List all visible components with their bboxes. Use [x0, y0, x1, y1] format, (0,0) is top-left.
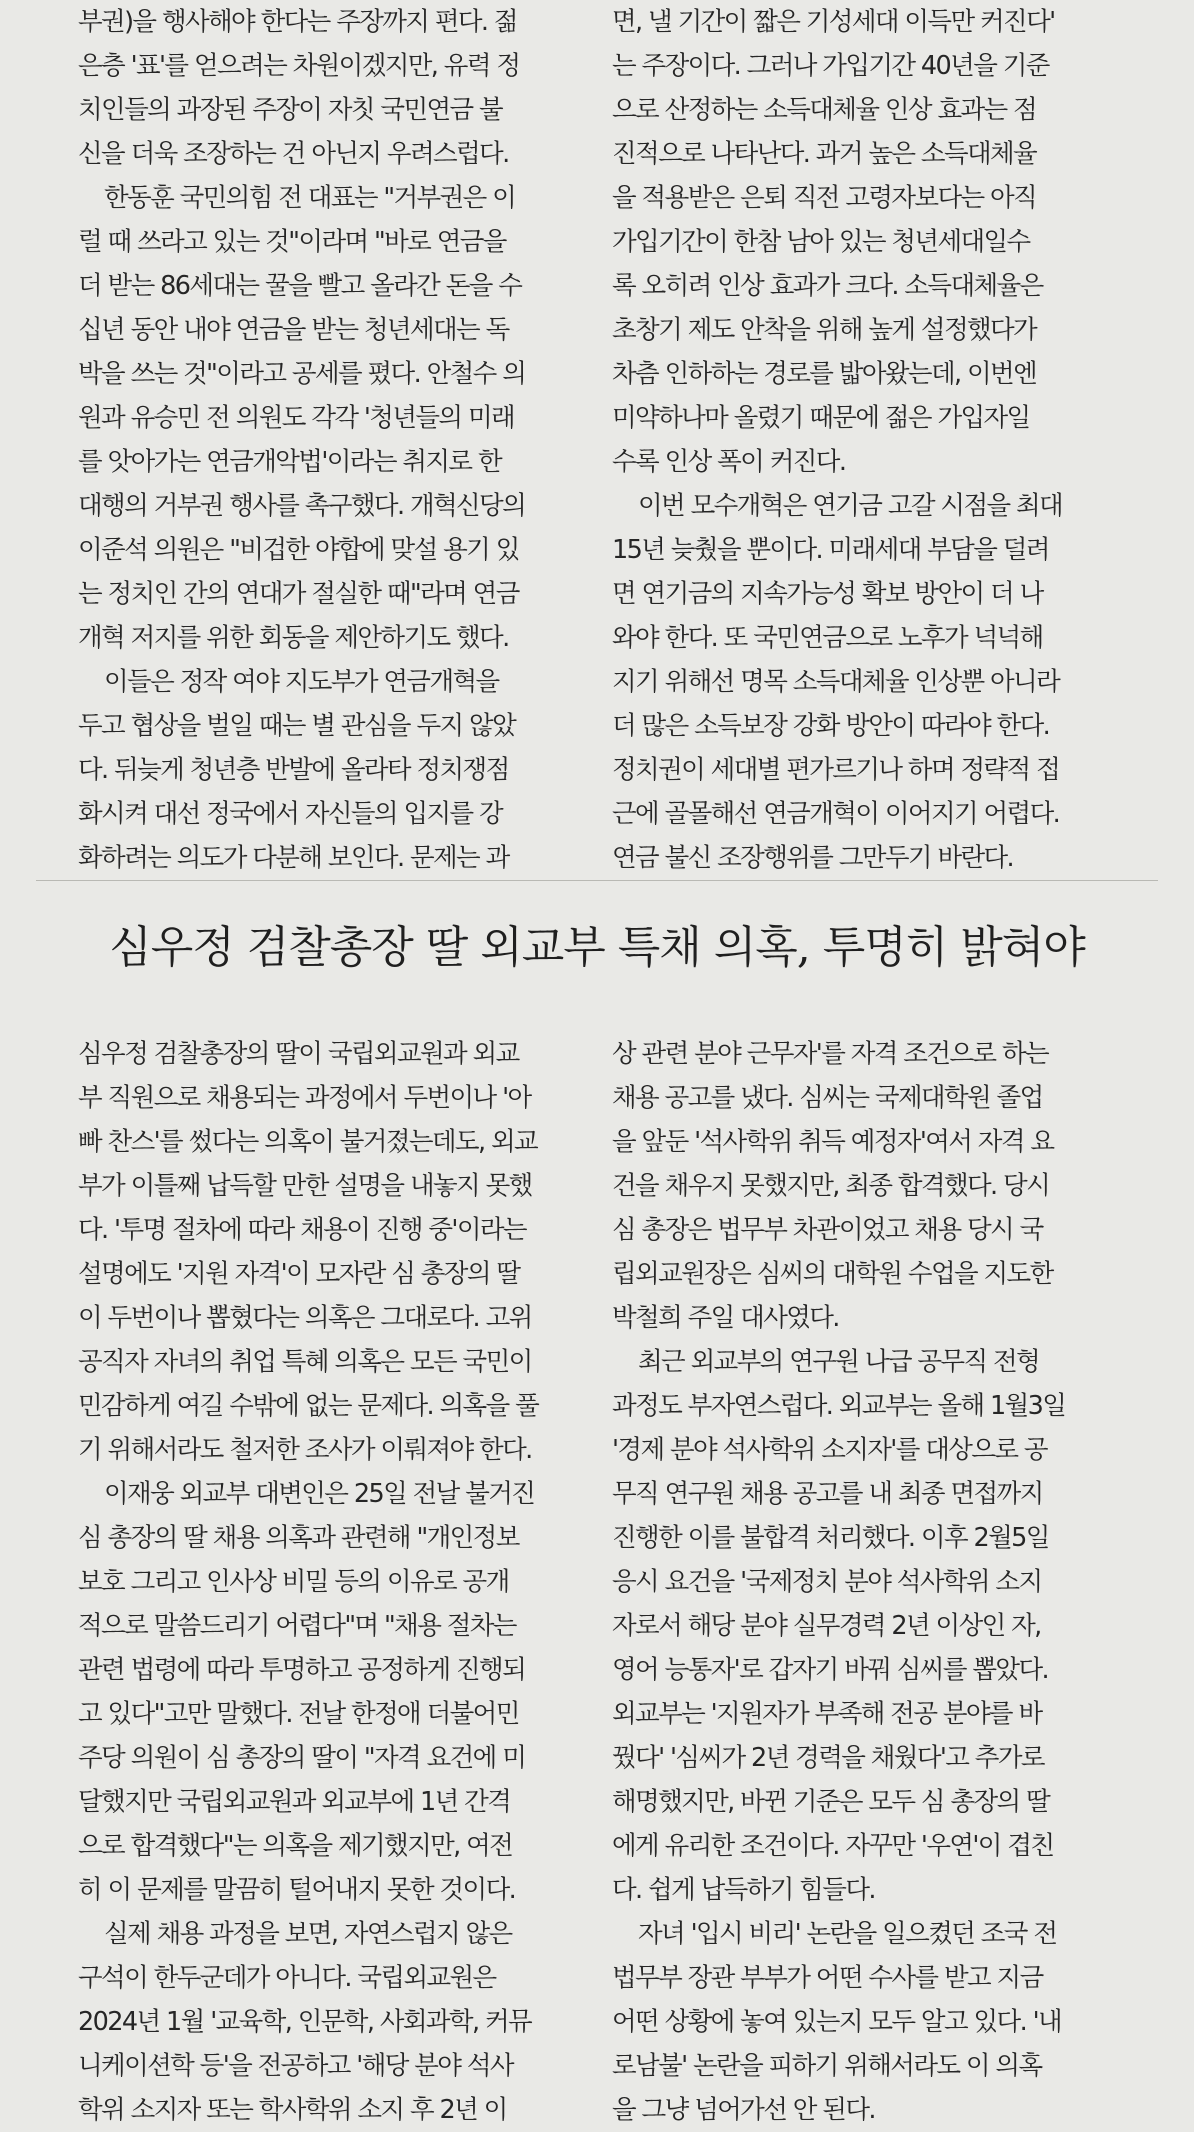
text-line: 으로 산정하는 소득대체율 인상 효과는 점	[612, 95, 1037, 125]
text-line: 진적으로 나타난다. 과거 높은 소득대체율	[612, 139, 1037, 169]
paragraph	[612, 484, 1062, 880]
text-line: 차츰 인하하는 경로를 밟아왔는데, 이번엔	[612, 359, 1037, 389]
text-line: 민감하게 여길 수밖에 없는 문제다. 의혹을 풀	[78, 1391, 539, 1421]
text-line: 럴 때 쓰라고 있는 것"이라며 "바로 연금을	[78, 227, 506, 257]
text-line: 면, 낼 기간이 짧은 기성세대 이득만 커진다'	[612, 7, 1055, 37]
paragraph	[78, 660, 525, 880]
text-line: 심 총장은 법무부 차관이었고 채용 당시 국	[612, 1215, 1043, 1245]
text-line: 2024년 1월 '교육학, 인문학, 사회과학, 커뮤	[78, 2007, 532, 2037]
top-article-right-column	[612, 0, 1062, 880]
text-line: 설명에도 '지원 자격'이 모자란 심 총장의 딸	[78, 1259, 520, 1289]
text-line: 두고 협상을 벌일 때는 별 관심을 두지 않았	[78, 711, 516, 741]
top-article-left-column	[78, 0, 525, 880]
text-line: 이준석 의원은 "비겁한 야합에 맞설 용기 있	[78, 535, 519, 565]
text-line: 구석이 한두군데가 아니다. 국립외교원은	[78, 1963, 496, 1993]
text-line: 히 이 문제를 말끔히 털어내지 못한 것이다.	[78, 1875, 516, 1905]
text-line: 신을 더욱 조장하는 건 아닌지 우려스럽다.	[78, 139, 509, 169]
text-line: 는 주장이다. 그러나 가입기간 40년을 기준	[612, 51, 1049, 81]
text-line: 개혁 저지를 위한 회동을 제안하기도 했다.	[78, 623, 509, 653]
text-line: 이들은 정작 여야 지도부가 연금개혁을	[104, 667, 499, 697]
paragraph	[78, 1472, 538, 1912]
text-line: 수록 인상 폭이 커진다.	[612, 447, 846, 477]
text-line: 에게 유리한 조건이다. 자꾸만 '우연'이 겹친	[612, 1831, 1054, 1861]
text-line: 더 받는 86세대는 꿀을 빨고 올라간 돈을 수	[78, 271, 522, 301]
text-line: 을 앞둔 '석사학위 취득 예정자'여서 자격 요	[612, 1127, 1054, 1157]
text-line: 영어 능통자'로 갑자기 바꿔 심씨를 뽑았다.	[612, 1655, 1049, 1685]
text-line: 가입기간이 한참 남아 있는 청년세대일수	[612, 227, 1030, 257]
text-line: 심우정 검찰총장의 딸이 국립외교원과 외교	[78, 1039, 519, 1069]
text-line: 적으로 말씀드리기 어렵다"며 "채용 절차는	[78, 1611, 516, 1641]
text-line: 이 두번이나 뽑혔다는 의혹은 그대로다. 고위	[78, 1303, 532, 1333]
text-line: 자로서 해당 분야 실무경력 2년 이상인 자,	[612, 1611, 1041, 1641]
text-line: 원과 유승민 전 의원도 각각 '청년들의 미래	[78, 403, 515, 433]
text-line: 다. 뒤늦게 청년층 반발에 올라타 정치쟁점	[78, 755, 509, 785]
text-line: '경제 분야 석사학위 소지자'를 대상으로 공	[612, 1435, 1047, 1465]
text-line: 을 적용받은 은퇴 직전 고령자보다는 아직	[612, 183, 1037, 213]
text-line: 이재웅 외교부 대변인은 25일 전날 불거진	[104, 1479, 535, 1509]
text-line: 는 정치인 간의 연대가 절실한 때"라며 연금	[78, 579, 519, 609]
text-line: 지기 위해선 명목 소득대체율 인상뿐 아니라	[612, 667, 1060, 697]
text-line: 부 직원으로 채용되는 과정에서 두번이나 '아	[78, 1083, 531, 1113]
text-line: 치인들의 과장된 주장이 자칫 국민연금 불	[78, 95, 503, 125]
text-line: 박을 쓰는 것"이라고 공세를 폈다. 안철수 의	[78, 359, 526, 389]
text-line: 학위 소지자 또는 학사학위 소지 후 2년 이	[78, 2095, 507, 2125]
text-line: 로남불' 논란을 피하기 위해서라도 이 의혹	[612, 2051, 1042, 2081]
text-line: 근에 골몰해선 연금개혁이 이어지기 어렵다.	[612, 799, 1060, 829]
text-line: 다. '투명 절차에 따라 채용이 진행 중'이라는	[78, 1215, 526, 1245]
text-line: 15년 늦췄을 뿐이다. 미래세대 부담을 덜려	[612, 535, 1049, 565]
text-line: 꿨다' '심씨가 2년 경력을 채웠다'고 추가로	[612, 1743, 1044, 1773]
text-line: 과정도 부자연스럽다. 외교부는 올해 1월3일	[612, 1391, 1066, 1421]
text-line: 한동훈 국민의힘 전 대표는 "거부권은 이	[104, 183, 516, 213]
paragraph	[78, 1032, 538, 1472]
text-line: 응시 요건을 '국제정치 분야 석사학위 소지	[612, 1567, 1042, 1597]
bottom-article-right-column	[612, 1032, 1065, 2132]
text-line: 실제 채용 과정을 보면, 자연스럽지 않은	[104, 1919, 512, 1949]
text-line: 화하려는 의도가 다분해 보인다. 문제는 과	[78, 843, 509, 873]
text-line: 상 관련 분야 근무자'를 자격 조건으로 하는	[612, 1039, 1049, 1069]
bottom-article-left-column	[78, 1032, 538, 2132]
text-line: 록 오히려 인상 효과가 크다. 소득대체율은	[612, 271, 1043, 301]
text-line: 관련 법령에 따라 투명하고 공정하게 진행되	[78, 1655, 526, 1685]
text-line: 외교부는 '지원자가 부족해 전공 분야를 바	[612, 1699, 1042, 1729]
text-line: 달했지만 국립외교원과 외교부에 1년 간격	[78, 1787, 511, 1817]
text-line: 정치권이 세대별 편가르기나 하며 정략적 접	[612, 755, 1060, 785]
text-line: 채용 공고를 냈다. 심씨는 국제대학원 졸업	[612, 1083, 1043, 1113]
section-divider	[36, 880, 1158, 881]
paragraph	[612, 1912, 1065, 2132]
text-line: 고 있다"고만 말했다. 전날 한정애 더불어민	[78, 1699, 519, 1729]
text-line: 자녀 '입시 비리' 논란을 일으켰던 조국 전	[638, 1919, 1057, 1949]
text-line: 공직자 자녀의 취업 특혜 의혹은 모든 국민이	[78, 1347, 532, 1377]
paragraph	[612, 1340, 1065, 1912]
text-line: 니케이션학 등'을 전공하고 '해당 분야 석사	[78, 2051, 513, 2081]
text-line: 연금 불신 조장행위를 그만두기 바란다.	[612, 843, 1014, 873]
paragraph	[612, 0, 1062, 484]
paragraph	[78, 176, 525, 660]
paragraph	[78, 1912, 538, 2132]
text-line: 을 그냥 넘어가선 안 된다.	[612, 2095, 875, 2125]
text-line: 어떤 상황에 놓여 있는지 모두 알고 있다. '내	[612, 2007, 1062, 2037]
text-line: 다. 쉽게 납득하기 힘들다.	[612, 1875, 875, 1905]
text-line: 빠 찬스'를 썼다는 의혹이 불거졌는데도, 외교	[78, 1127, 538, 1157]
text-line: 보호 그리고 인사상 비밀 등의 이유로 공개	[78, 1567, 509, 1597]
text-line: 부가 이틀째 납득할 만한 설명을 내놓지 못했	[78, 1171, 532, 1201]
text-line: 으로 합격했다"는 의혹을 제기했지만, 여전	[78, 1831, 513, 1861]
editorial-headline: 심우정 검찰총장 딸 외교부 특채 의혹, 투명히 밝혀야	[109, 922, 1085, 973]
paragraph	[612, 1032, 1065, 1340]
text-line: 대행의 거부권 행사를 촉구했다. 개혁신당의	[78, 491, 526, 521]
text-line: 진행한 이를 불합격 처리했다. 이후 2월5일	[612, 1523, 1049, 1553]
text-line: 초창기 제도 안착을 위해 높게 설정했다가	[612, 315, 1037, 345]
text-line: 법무부 장관 부부가 어떤 수사를 받고 지금	[612, 1963, 1043, 1993]
text-line: 기 위해서라도 철저한 조사가 이뤄져야 한다.	[78, 1435, 532, 1465]
text-line: 십년 동안 내야 연금을 받는 청년세대는 독	[78, 315, 509, 345]
text-line: 박철희 주일 대사였다.	[612, 1303, 839, 1333]
text-line: 심 총장의 딸 채용 의혹과 관련해 "개인정보	[78, 1523, 519, 1553]
text-line: 화시켜 대선 정국에서 자신들의 입지를 강	[78, 799, 503, 829]
text-line: 무직 연구원 채용 공고를 내 최종 면접까지	[612, 1479, 1043, 1509]
text-line: 를 앗아가는 연금개악법'이라는 취지로 한	[78, 447, 501, 477]
text-line: 주당 의원이 심 총장의 딸이 "자격 요건에 미	[78, 1743, 526, 1773]
text-line: 건을 채우지 못했지만, 최종 합격했다. 당시	[612, 1171, 1050, 1201]
text-line: 면 연기금의 지속가능성 확보 방안이 더 나	[612, 579, 1043, 609]
text-line: 더 많은 소득보장 강화 방안이 따라야 한다.	[612, 711, 1050, 741]
text-line: 미약하나마 올렸기 때문에 젊은 가입자일	[612, 403, 1030, 433]
text-line: 부권)을 행사해야 한다는 주장까지 편다. 젊	[78, 7, 517, 37]
text-line: 해명했지만, 바뀐 기준은 모두 심 총장의 딸	[612, 1787, 1050, 1817]
text-line: 와야 한다. 또 국민연금으로 노후가 넉넉해	[612, 623, 1043, 653]
text-line: 최근 외교부의 연구원 나급 공무직 전형	[638, 1347, 1040, 1377]
paragraph	[78, 0, 525, 176]
text-line: 이번 모수개혁은 연기금 고갈 시점을 최대	[638, 491, 1063, 521]
text-line: 립외교원장은 심씨의 대학원 수업을 지도한	[612, 1259, 1053, 1289]
text-line: 은층 '표'를 얻으려는 차원이겠지만, 유력 정	[78, 51, 520, 81]
